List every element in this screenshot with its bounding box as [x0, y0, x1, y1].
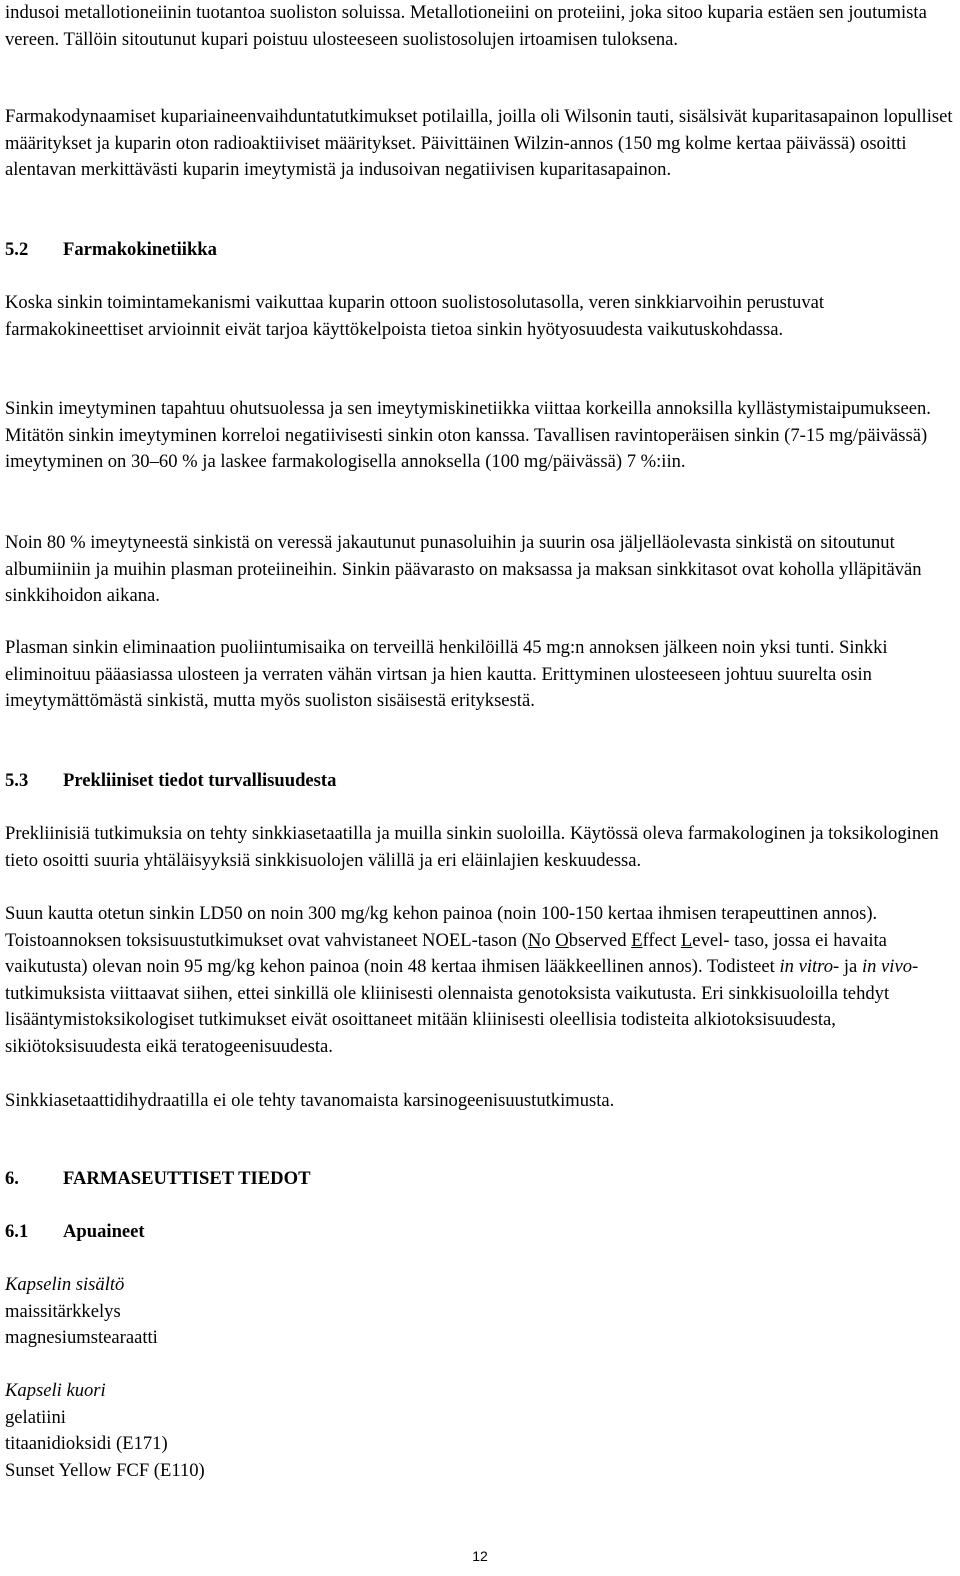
capsule-shell-list [5, 1378, 953, 1484]
section-title: Prekliiniset tiedot turvallisuudesta [63, 770, 337, 791]
paragraph-5-2-b: Sinkin imeytyminen tapahtuu ohutsuolessa ja sen imeytymiskinetiikka viittaa korkeilla annoksilla kyllästymistaipumukseen. Mitätön sinkin imeytyminen korreloi negatiivisesti sinkin oton kanssa. Tavallisen ravintoperäisen sinkin (7-15 mg/päivässä) imeytyminen on 30–60 % ja laskee farmakologisella annoksella (100 mg/päivässä) 7 %:iin. [5, 398, 931, 472]
list-item: gelatiini [5, 1406, 66, 1428]
section-heading-6-1 [5, 1219, 145, 1246]
section-number: 5.2 [5, 239, 29, 260]
section-title: Apuaineet [63, 1221, 145, 1242]
paragraph-5-3-b: Suun kautta otetun sinkin LD50 on noin 300 mg/kg kehon painoa (noin 100-150 kertaa ihmisen terapeuttinen annos). Toistoannoksen toksisuustutkimukset ovat vahvistaneet NOEL-tason (No Observed Effect Level- taso, jossa ei havaita vaikutusta) olevan noin 95 mg/kg kehon painoa (noin 48 kertaa ihmisen lääkkeellinen annos). Todisteet in vitro- ja in vivo- tutkimuksista viittaavat siihen, ettei sinkillä ole kliinisesti olennaista genotoksista vaikutusta. Eri sinkkisuoloilla tehdyt lisääntymistoksikologiset tutkimukset eivät osoittaneet mitään kliinisesti oleellisia todisteita alkiotoksisuudesta, sikiötoksisuudesta eikä teratogeenisuudesta. [5, 903, 919, 1057]
list-item: titaanidioksidi (E171) [5, 1433, 168, 1454]
paragraph-pharmacodynamics: Farmakodynaamiset kupariaineenvaihduntatutkimukset potilailla, joilla oli Wilsonin tauti, sisälsivät kuparitasapainon lopulliset määritykset ja kuparin oton radioaktiiviset määritykset. Päivittäinen Wilzin-annos (150 mg kolme kertaa päivässä) osoitti alentavan merkittävästi kuparin imeytymistä ja indusoivan negatiivisen kuparitasapainon. [5, 106, 953, 180]
section-number: 6. [5, 1168, 19, 1189]
in-vivo-term: in vivo [861, 956, 913, 977]
page-number: 12 [472, 1548, 488, 1564]
section-heading-6 [5, 1166, 310, 1193]
capsule-shell-heading: Kapseli kuori [5, 1380, 106, 1401]
capsule-content-list [5, 1272, 953, 1352]
section-heading-5-2 [5, 237, 217, 264]
paragraph-5-3-a: Prekliinisiä tutkimuksia on tehty sinkkiasetaatilla ja muilla sinkin suoloilla. Käytössä oleva farmakologinen ja toksikologinen tieto osoitti suuria yhtäläisyyksiä sinkkisuolojen välillä ja eri eläinlajien keskuudessa. [5, 823, 939, 871]
section-number: 6.1 [5, 1221, 29, 1242]
section-title: Farmakokinetiikka [63, 239, 217, 260]
capsule-content-heading: Kapselin sisältö [5, 1274, 125, 1295]
paragraph-5-3-c: Sinkkiasetaattidihydraatilla ei ole tehty tavanomaista karsinogeenisuustutkimusta. [5, 1090, 615, 1111]
paragraph-5-2-a: Koska sinkin toimintamekanismi vaikuttaa kuparin ottoon suolistosolutasolla, veren sinkkiarvoihin perustuvat farmakokineettiset arvioinnit eivät tarjoa käyttökelpoista tietoa sinkin hyötyosuudesta vaikutuskohdassa. [5, 292, 825, 340]
section-number: 5.3 [5, 770, 29, 791]
paragraph-intro: indusoi metallotioneiinin tuotantoa suoliston soluissa. Metallotioneiini on proteiini, joka sitoo kuparia estäen sen joutumista vereen. Tällöin sitoutunut kupari poistuu ulosteeseen suolistosolujen irtoamisen tuloksena. [5, 2, 927, 50]
paragraph-5-2-c: Noin 80 % imeytyneestä sinkistä on veressä jakautunut punasoluihin ja suurin osa jäljelläolevasta sinkistä on sitoutunut albumiiniin ja muihin plasman proteiineihin. Sinkin päävarasto on maksassa ja maksan sinkkitasot ovat koholla ylläpitävän sinkkihoidon aikana. [5, 532, 922, 606]
paragraph-5-2-d: Plasman sinkin eliminaation puoliintumisaika on terveillä henkilöillä 45 mg:n annoksen jälkeen noin yksi tunti. Sinkki eliminoituu pääasiassa ulosteen ja verraten vähän virtsan ja hien kautta. Erittyminen ulosteeseen johtuu suurelta osin imeytymättömästä sinkistä, mutta myös suoliston sisäisestä erityksestä. [5, 637, 888, 711]
in-vitro-term: in vitro [779, 956, 834, 977]
section-title: FARMASEUTTISET TIEDOT [63, 1168, 311, 1189]
list-item: magnesiumstearaatti [5, 1327, 158, 1348]
section-heading-5-3 [5, 768, 336, 795]
list-item: maissitärkkelys [5, 1300, 121, 1322]
list-item: Sunset Yellow FCF (E110) [5, 1459, 205, 1481]
